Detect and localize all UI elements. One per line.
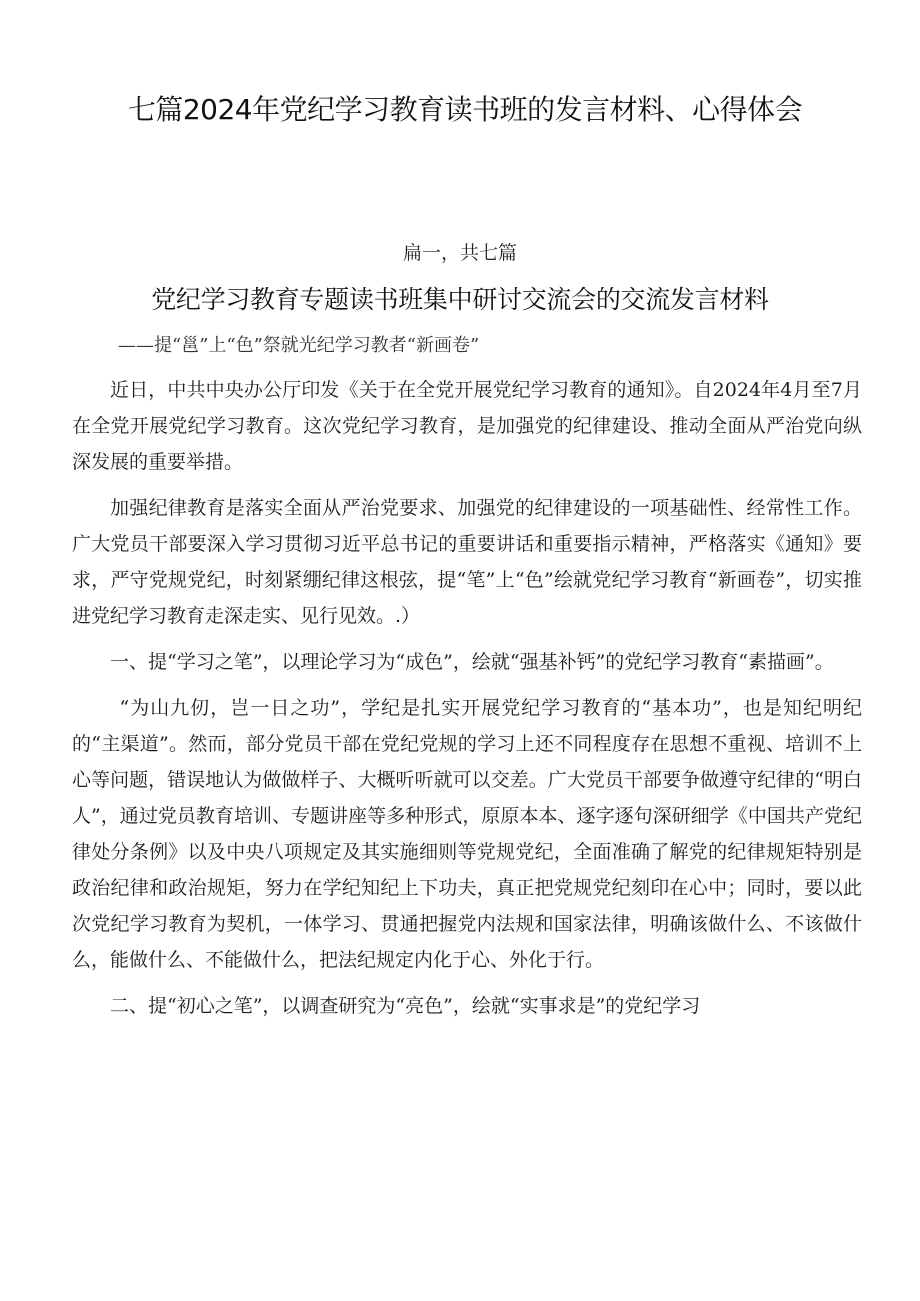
article-subtitle: ——提“邕”上“色”祭就光纪学习教者“新画卷” (118, 335, 480, 356)
paragraph: 近日，中共中央办公厅印发《关于在全党开展党纪学习教育的通知》。自2024年4月至7月在全党开展党纪学习教育。这次党纪学习教育，是加强党的纪律建设、推动全面从严治党向纵深发展的重要举措。 (72, 379, 862, 473)
article-title: 党纪学习教育专题读书班集中研讨交流会的交流发言材料 (151, 285, 769, 314)
paragraph: 加强纪律教育是落实全面从严治党要求、加强党的纪律建设的一项基础性、经常性工作。广大党员干部要深入学习贯彻习近平总书记的重要讲话和重要指示精神，严格落实《通知》要求，严守党规党纪，时刻紧绷纪律这根弦，提“笔”上“色”绘就党纪学习教育“新画卷”，切实推进党纪学习教育走深走实、见行见效。.） (72, 497, 862, 627)
section-heading-1: 一、提“学习之笔”，以理论学习为“成色”，绘就“强基补钙”的党纪学习教育“素描画”。 (110, 651, 834, 673)
section-heading-2: 二、提“初心之笔”，以调查研究为“亮色”，绘就“实事求是”的党纪学习 (110, 995, 701, 1017)
paragraph: “为山九仞，岂一日之功”，学纪是扎实开展党纪学习教育的“基本功”，也是知纪明纪的“主渠道”。然而，部分党员干部在党纪党规的学习上还不同程度存在思想不重视、培训不上心等问题，错误地认为做做样子、大概听听就可以交差。广大党员干部要争做遵守纪律的“明白人”，通过党员教育培训、专题讲座等多种形式，原原本本、逐字逐句深研细学《中国共产党纪律处分条例》以及中央八项规定及其实施细则等党规党纪，全面准确了解党的纪律规矩特别是政治纪律和政治规矩，努力在学纪知纪上下功夫，真正把党规党纪刻印在心中；同时，要以此次党纪学习教育为契机，一体学习、贯通把握党内法规和国家法律，明确该做什么、不该做什么，能做什么、不能做什么，把法纪规定内化于心、外化于行。 (72, 697, 862, 971)
document-title: 七篇2024年党纪学习教育读书班的发言材料、心得体会 (127, 93, 803, 126)
article-body (72, 372, 862, 1034)
section-label: 扁一，共七篇 (402, 242, 517, 264)
